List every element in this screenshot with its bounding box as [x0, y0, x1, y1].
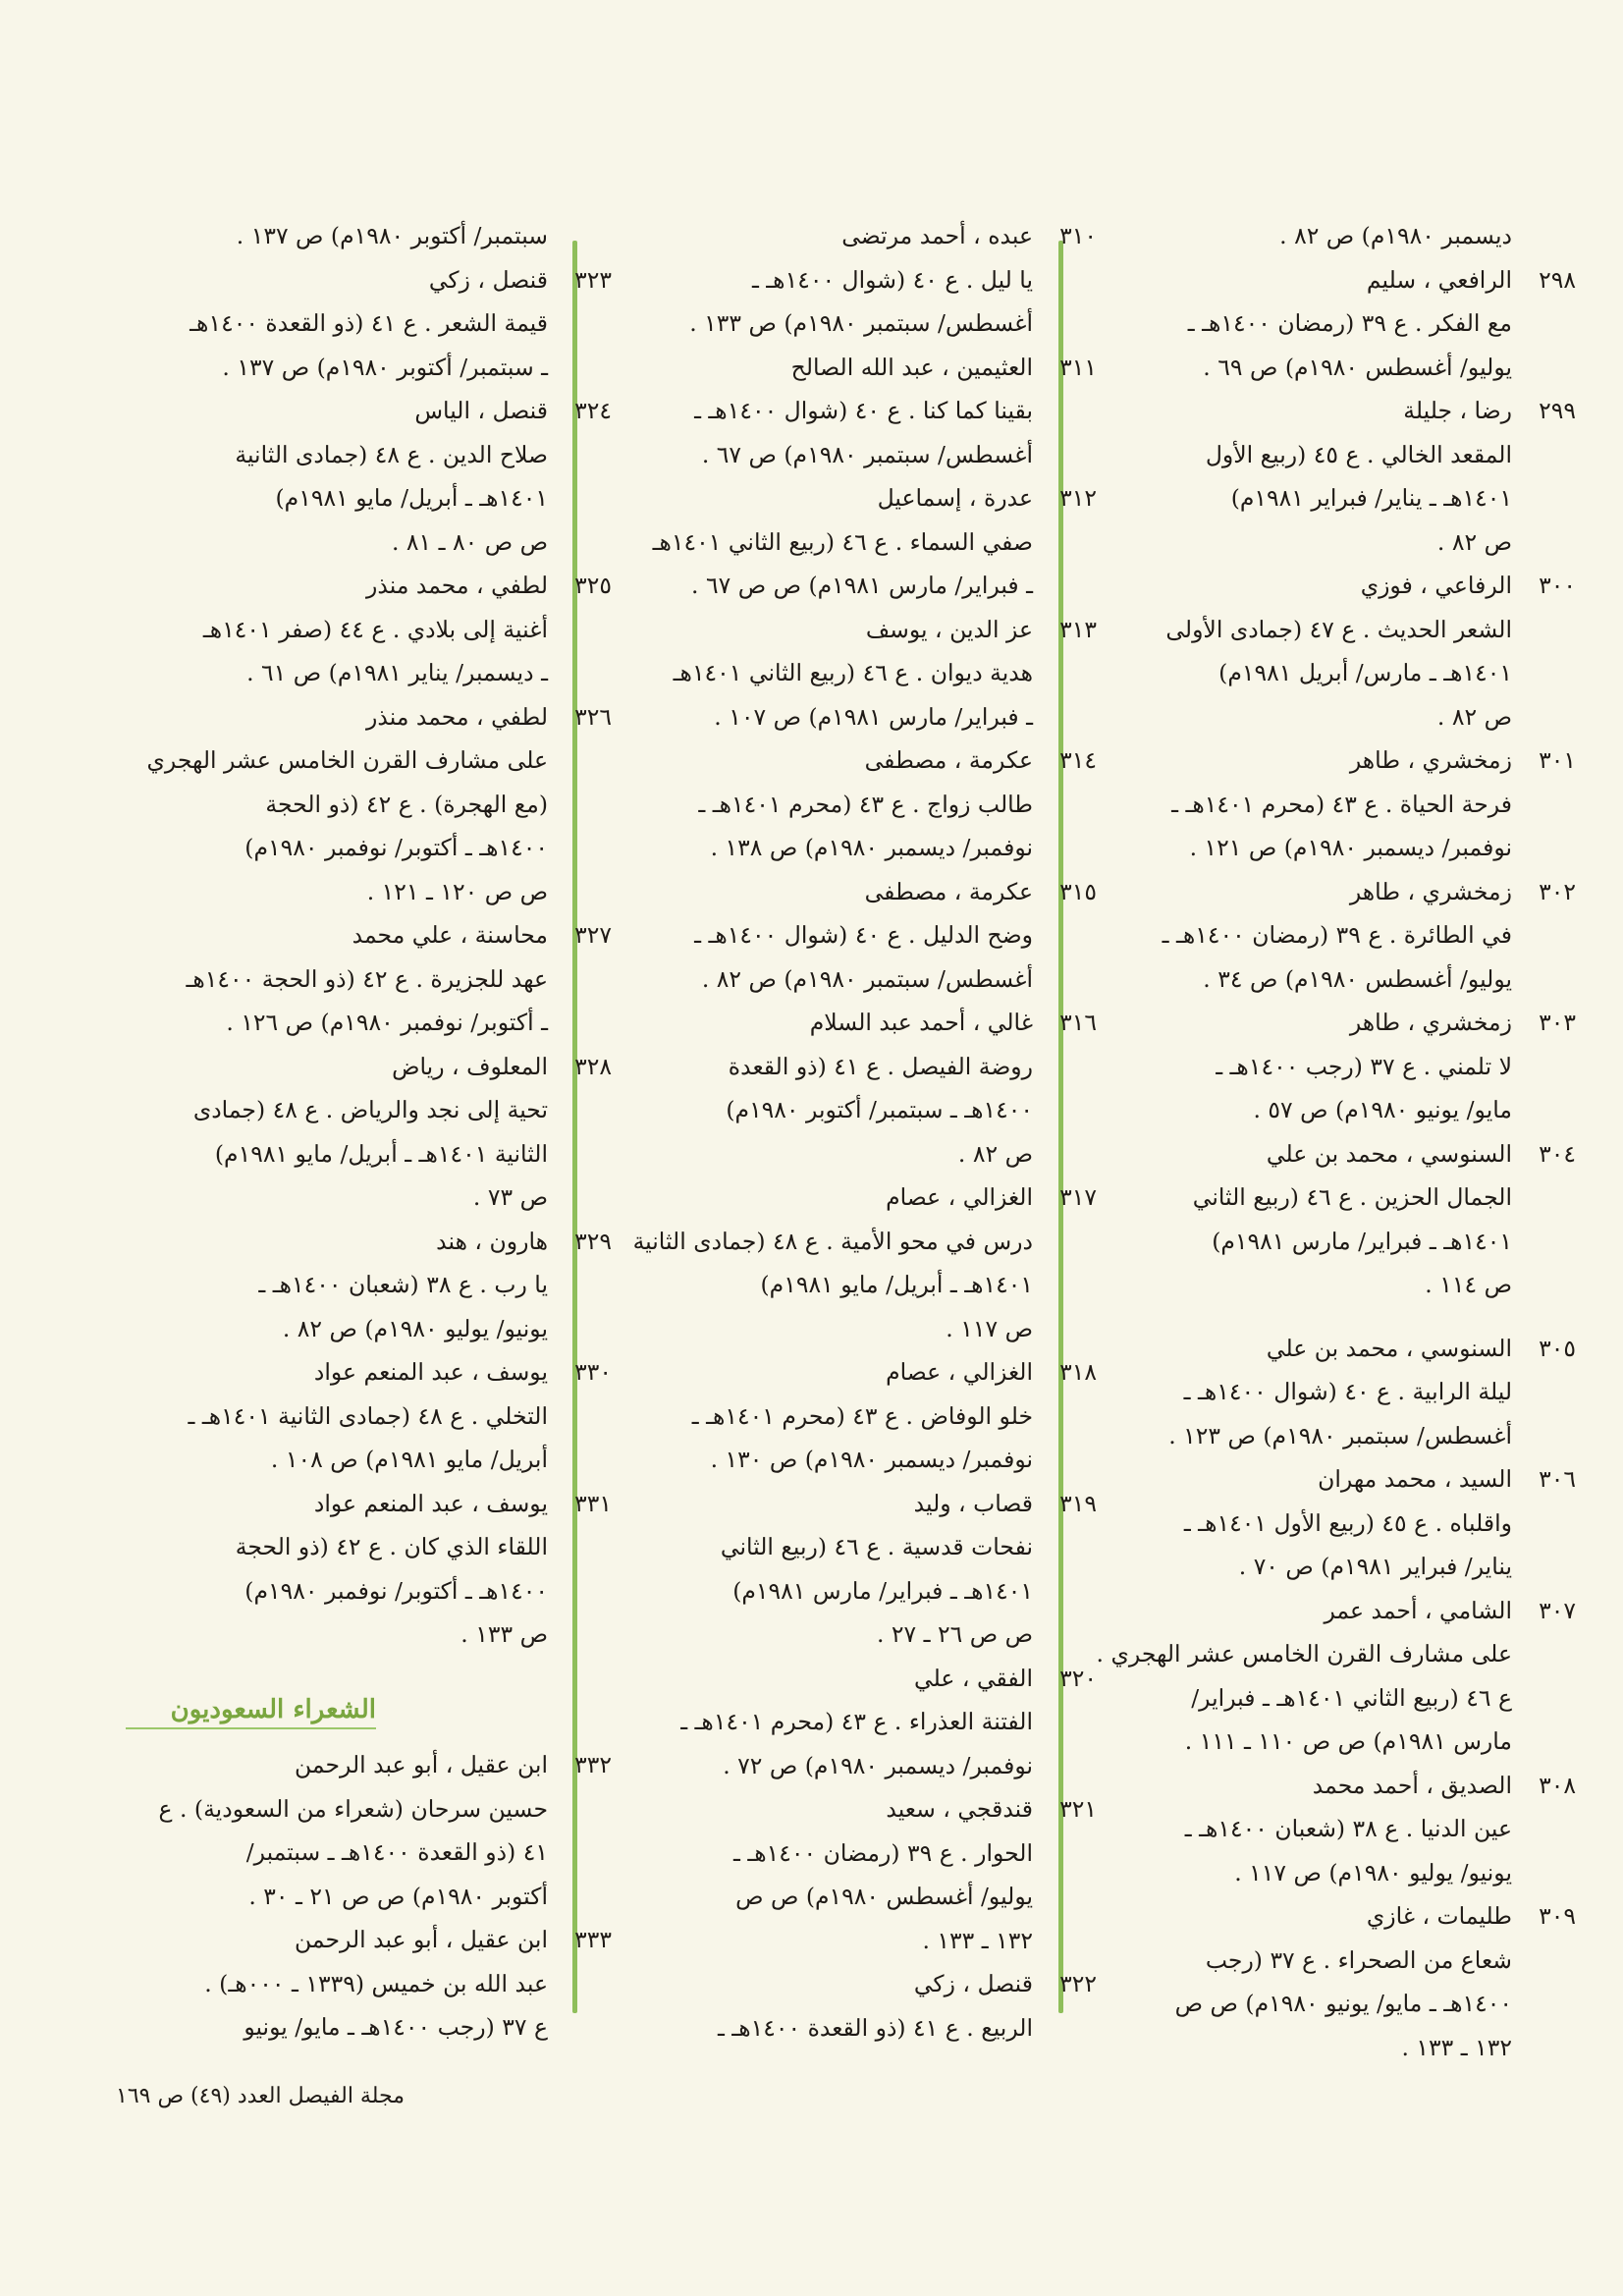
entry-citation-line: ١٤٠١هـ ـ أبريل/ مايو ١٩٨١م)	[275, 484, 548, 512]
index-entry	[1080, 1764, 1576, 1895]
entry-citation-line: ص ٨٢ .	[1436, 702, 1512, 731]
entry-number: ٣١٣	[1059, 615, 1097, 643]
entry-number: ٣٣١	[574, 1489, 612, 1517]
index-entry	[1080, 870, 1576, 1002]
entry-number: ٣٠٧	[1539, 1596, 1576, 1624]
entry-citation-line: ١٤٠٠هـ ـ أكتوبر/ نوفمبر ١٩٨٠م)	[244, 1576, 548, 1605]
entry-author: لطفي ، محمد منذر	[366, 702, 548, 731]
entry-number: ٣٢٧	[574, 921, 612, 949]
entry-citation-line: ١٤٠٠هـ ـ أكتوبر/ نوفمبر ١٩٨٠م)	[244, 834, 548, 861]
entry-citation-line: ١٤٠١هـ ـ أبريل/ مايو ١٩٨١م)	[760, 1271, 1033, 1298]
index-entry	[601, 214, 1097, 346]
entry-number: ٣٠٩	[1539, 1902, 1576, 1930]
entry-citation-line: أغسطس/ سبتمبر ١٩٨٠م) ص ١٢٣ .	[1168, 1421, 1512, 1449]
entry-author: السنوسي ، محمد بن علي	[1266, 1334, 1512, 1362]
entry-author: رضا ، جليلة	[1403, 397, 1512, 424]
index-entry	[601, 476, 1097, 608]
entry-author: زمخشري ، طاهر	[1349, 746, 1512, 774]
entry-citation-line: ١٣٢ ـ ١٣٣ .	[922, 1926, 1033, 1954]
entry-citation-line: ديسمبر ١٩٨٠م) ص ٨٢ .	[1279, 222, 1512, 249]
index-entry	[601, 1657, 1097, 1788]
entry-number: ٣١٢	[1059, 484, 1097, 512]
entry-author: الرافعي ، سليم	[1366, 265, 1512, 294]
index-entry	[116, 1220, 612, 1351]
entry-citation-line: حسين سرحان (شعراء من السعودية) . ع	[158, 1794, 548, 1823]
entry-author: الغزالي ، عصام	[886, 1358, 1033, 1386]
entry-number: ٣٣٣	[574, 1926, 612, 1953]
entry-citation-line: ع ٣٧ (رجب ١٤٠٠هـ ـ مايو/ يونيو	[243, 2013, 548, 2041]
page-footer: مجلة الفيصل العدد (٤٩) ص ١٦٩	[116, 2084, 405, 2108]
left-column-top	[116, 214, 612, 1657]
entry-citation-line: لا تلمني . ع ٣٧ (رجب ١٤٠٠هـ ـ	[1216, 1052, 1512, 1080]
entry-citation-line: صفي السماء . ع ٤٦ (ربيع الثاني ١٤٠١هـ	[652, 527, 1033, 556]
entry-citation-line: ليلة الرابية . ع ٤٠ (شوال ١٤٠٠هـ ـ	[1183, 1378, 1512, 1405]
entry-citation-line: يونيو/ يوليو ١٩٨٠م) ص ١١٧ .	[1234, 1858, 1512, 1886]
entry-spacer	[1080, 1307, 1512, 1327]
entry-author: غالي ، أحمد عبد السلام	[809, 1009, 1033, 1036]
entry-author: قنصل ، الياس	[414, 397, 548, 424]
entry-citation-line: ـ فبراير/ مارس ١٩٨١م) ص ١٠٧ .	[714, 702, 1033, 731]
entry-citation-line: يوليو/ أغسطس ١٩٨٠م) ص ص	[735, 1883, 1033, 1910]
entry-number: ٣٠٣	[1539, 1009, 1576, 1036]
index-entry	[116, 1045, 612, 1220]
entry-citation-line: مايو/ يونيو ١٩٨٠م) ص ٥٧ .	[1253, 1096, 1512, 1123]
index-entry	[1080, 389, 1576, 564]
entry-citation-line: عين الدنيا . ع ٣٨ (شعبان ١٤٠٠هـ ـ	[1184, 1815, 1512, 1842]
entry-number: ٣٣٢	[574, 1751, 612, 1778]
entry-citation-line: ١٤٠١هـ ـ فبراير/ مارس ١٩٨١م)	[1212, 1227, 1512, 1255]
index-entry	[116, 1350, 612, 1482]
entry-citation-line: سبتمبر/ أكتوبر ١٩٨٠م) ص ١٣٧ .	[236, 222, 548, 249]
entry-citation-line: ص ٧٣ .	[472, 1183, 548, 1211]
entry-number: ٣١١	[1059, 353, 1097, 381]
entry-citation-line: الحوار . ع ٣٩ (رمضان ١٤٠٠هـ ـ	[732, 1838, 1033, 1867]
entry-citation-line: ١٤٠١هـ ـ يناير/ فبراير ١٩٨١م)	[1230, 484, 1512, 512]
entry-citation-line: أغنية إلى بلادي . ع ٤٤ (صفر ١٤٠١هـ	[202, 615, 548, 643]
entry-author: طليمات ، غازي	[1366, 1902, 1512, 1930]
entry-citation-line: ص ٨٢ .	[1436, 527, 1512, 556]
entry-citation-line: (مع الهجرة) . ع ٤٢ (ذو الحجة	[265, 790, 548, 818]
entry-author: محاسنة ، علي محمد	[352, 921, 548, 949]
entry-citation-line: في الطائرة . ع ٣٩ (رمضان ١٤٠٠هـ ـ	[1162, 921, 1512, 949]
entry-author: لطفي ، محمد منذر	[366, 572, 548, 599]
entry-citation-line: يا رب . ع ٣٨ (شعبان ١٤٠٠هـ ـ	[258, 1271, 548, 1298]
entry-citation-line: ١٤٠١هـ ـ مارس/ أبريل ١٩٨١م)	[1218, 659, 1512, 686]
entry-number: ٣٠٨	[1539, 1771, 1576, 1799]
entry-author: زمخشري ، طاهر	[1349, 1009, 1512, 1036]
entry-citation-line: ص ١٣٣ .	[460, 1620, 548, 1648]
entry-citation-line: هدية ديوان . ع ٤٦ (ربيع الثاني ١٤٠١هـ	[673, 659, 1033, 686]
entry-citation-line: روضة الفيصل . ع ٤١ (ذو القعدة	[728, 1052, 1033, 1080]
entry-author: الفقي ، علي	[914, 1664, 1033, 1692]
index-entry	[601, 1001, 1097, 1175]
entry-citation-line: الفتنة العذراء . ع ٤٣ (محرم ١٤٠١هـ ـ	[680, 1708, 1033, 1735]
index-entry	[116, 564, 612, 695]
index-entry	[116, 913, 612, 1045]
entry-citation-line: تحية إلى نجد والرياض . ع ٤٨ (جمادى	[192, 1096, 548, 1123]
entry-citation-line: ص ٨٢ .	[957, 1139, 1033, 1168]
entry-citation-line: أغسطس/ سبتمبر ١٩٨٠م) ص ٨٢ .	[701, 964, 1033, 993]
left-column	[116, 214, 612, 2050]
entry-citation-line: ص ص ١٢٠ ـ ١٢١ .	[366, 877, 548, 905]
entry-author: عز الدين ، يوسف	[865, 615, 1033, 643]
entry-citation-line: طالب زواج . ع ٤٣ (محرم ١٤٠١هـ ـ	[698, 790, 1033, 818]
entry-number: ٣١٨	[1059, 1358, 1097, 1386]
middle-column	[601, 214, 1097, 2050]
entry-citation-line: عهد للجزيرة . ع ٤٢ (ذو الحجة ١٤٠٠هـ	[186, 964, 548, 993]
entry-citation-line: نوفمبر/ ديسمبر ١٩٨٠م) ص ٧٢ .	[723, 1751, 1033, 1779]
index-entry	[116, 389, 612, 564]
entry-citation-line: أبريل/ مايو ١٩٨١م) ص ١٠٨ .	[270, 1446, 548, 1473]
entry-citation-line: ـ فبراير/ مارس ١٩٨١م) ص ص ٦٧ .	[691, 572, 1033, 599]
entry-author: عبده ، أحمد مرتضى	[841, 222, 1033, 249]
index-entry	[1080, 1132, 1576, 1307]
entry-number: ٣٢٩	[574, 1227, 612, 1255]
index-entry	[601, 608, 1097, 739]
entry-citation-line: ص ص ٢٦ ـ ٢٧ .	[876, 1620, 1033, 1648]
entry-citation-line: ١٤٠٠هـ ـ سبتمبر/ أكتوبر ١٩٨٠م)	[726, 1096, 1033, 1123]
entry-number: ٣١٠	[1059, 222, 1097, 249]
entry-citation-line: شعاع من الصحراء . ع ٣٧ (رجب	[1205, 1945, 1512, 1974]
entry-citation-line: ص ١١٤ .	[1425, 1271, 1512, 1298]
index-entry	[601, 1350, 1097, 1482]
entry-citation-line: نوفمبر/ ديسمبر ١٩٨٠م) ص ١٣٨ .	[710, 834, 1033, 861]
entry-citation-line: ٤١ (ذو القعدة ١٤٠٠هـ ـ سبتمبر/	[245, 1838, 548, 1866]
entry-author: السنوسي ، محمد بن علي	[1266, 1139, 1512, 1168]
entry-number: ٣٠٠	[1539, 572, 1576, 599]
entry-author: قنصل ، زكي	[913, 1970, 1033, 1997]
entry-author: زمخشري ، طاهر	[1349, 877, 1512, 905]
entry-author: الصديق ، أحمد محمد	[1312, 1771, 1512, 1799]
right-column	[1080, 214, 1576, 2069]
entry-author: ابن عقيل ، أبو عبد الرحمن	[294, 1751, 548, 1778]
entry-citation-line: يا ليل . ع ٤٠ (شوال ١٤٠٠هـ ـ	[751, 265, 1033, 294]
entry-citation-line: ـ ديسمبر/ يناير ١٩٨١م) ص ٦١ .	[246, 659, 548, 686]
entry-author: يوسف ، عبد المنعم عواد	[313, 1489, 548, 1517]
entry-citation-line: يونيو/ يوليو ١٩٨٠م) ص ٨٢ .	[282, 1314, 548, 1342]
entry-author: عكرمة ، مصطفى	[864, 746, 1033, 774]
entry-citation-line: أغسطس/ سبتمبر ١٩٨٠م) ص ٦٧ .	[701, 440, 1033, 468]
entry-citation-line: ١٤٠١هـ ـ فبراير/ مارس ١٩٨١م)	[732, 1576, 1033, 1605]
entry-citation-line: المقعد الخالي . ع ٤٥ (ربيع الأول	[1205, 440, 1512, 468]
entry-author: العثيمين ، عبد الله الصالح	[790, 353, 1033, 381]
entry-continuation	[116, 214, 548, 258]
entry-number: ٣٢٠	[1059, 1664, 1097, 1692]
entry-number: ٢٩٩	[1539, 397, 1576, 424]
index-entry	[116, 1918, 612, 2050]
index-entry	[1080, 258, 1576, 390]
entry-author: المعلوف ، رياض	[392, 1052, 548, 1080]
section-title: الشعراء السعوديون	[116, 1688, 376, 1732]
entry-author: الغزالي ، عصام	[886, 1183, 1033, 1211]
index-entry	[1080, 1589, 1576, 1764]
entry-citation-line: صلاح الدين . ع ٤٨ (جمادى الثانية	[235, 440, 548, 468]
entry-author: قندقجي ، سعيد	[886, 1795, 1033, 1823]
entry-citation-line: ـ أكتوبر/ نوفمبر ١٩٨٠م) ص ١٢٦ .	[226, 1009, 548, 1036]
entry-citation-line: بقينا كما كنا . ع ٤٠ (شوال ١٤٠٠هـ ـ	[694, 397, 1033, 424]
entry-citation-line: مارس ١٩٨١م) ص ص ١١٠ ـ ١١١ .	[1184, 1727, 1512, 1755]
index-entry	[601, 1482, 1097, 1657]
entry-citation-line: يوليو/ أغسطس ١٩٨٠م) ص ٣٤ .	[1203, 964, 1512, 993]
entry-number: ٣٠١	[1539, 746, 1576, 774]
entry-citation-line: يناير/ فبراير ١٩٨١م) ص ٧٠ .	[1238, 1553, 1512, 1580]
index-entry	[1080, 1327, 1576, 1458]
entry-number: ٢٩٨	[1539, 265, 1576, 294]
entry-citation-line: الثانية ١٤٠١هـ ـ أبريل/ مايو ١٩٨١م)	[214, 1139, 548, 1168]
entry-number: ٣٠٦	[1539, 1465, 1576, 1493]
entry-number: ٣٠٤	[1539, 1139, 1576, 1168]
entry-continuation	[1080, 214, 1512, 258]
entry-citation-line: مع الفكر . ع ٣٩ (رمضان ١٤٠٠هـ ـ	[1187, 309, 1512, 337]
entry-citation-line: نفحات قدسية . ع ٤٦ (ربيع الثاني	[720, 1533, 1033, 1560]
entry-number: ٣٢٨	[574, 1052, 612, 1080]
index-entry	[116, 1743, 612, 1918]
entry-author: قصاب ، وليد	[913, 1489, 1033, 1517]
entry-author: الشامي ، أحمد عمر	[1324, 1596, 1512, 1624]
index-entry	[1080, 1001, 1576, 1132]
entry-author: هارون ، هند	[436, 1227, 548, 1255]
index-entry	[601, 870, 1097, 1002]
entry-citation-line: ص ص ٨٠ ـ ٨١ .	[391, 527, 548, 556]
index-entry	[116, 258, 612, 390]
entry-author: السيد ، محمد مهران	[1318, 1465, 1512, 1493]
entry-number: ٣٣٠	[574, 1358, 612, 1386]
entry-number: ٣٢٣	[574, 265, 612, 294]
entry-citation-line: يوليو/ أغسطس ١٩٨٠م) ص ٦٩ .	[1203, 353, 1512, 381]
index-entry	[601, 1962, 1097, 2050]
entry-number: ٣٢٢	[1059, 1970, 1097, 1997]
entry-author: قنصل ، زكي	[428, 265, 548, 294]
entry-citation-line: الشعر الحديث . ع ٤٧ (جمادى الأولى	[1165, 615, 1512, 643]
index-entry	[1080, 1457, 1576, 1589]
index-entry	[601, 346, 1097, 477]
entry-citation-line: فرحة الحياة . ع ٤٣ (محرم ١٤٠١هـ ـ	[1171, 790, 1512, 818]
entry-citation-line: التخلي . ع ٤٨ (جمادى الثانية ١٤٠١هـ ـ	[188, 1401, 548, 1430]
index-entry	[601, 1787, 1097, 1962]
entry-author: عدرة ، إسماعيل	[877, 484, 1033, 512]
entry-number: ٣١٤	[1059, 746, 1097, 774]
index-entry	[116, 1482, 612, 1657]
entry-citation-line: وضح الدليل . ع ٤٠ (شوال ١٤٠٠هـ ـ	[694, 921, 1033, 949]
entry-citation-line: درس في محو الأمية . ع ٤٨ (جمادى الثانية	[632, 1227, 1033, 1255]
entry-citation-line: ع ٤٦ (ربيع الثاني ١٤٠١هـ ـ فبراير/	[1191, 1683, 1512, 1712]
index-entry	[601, 738, 1097, 870]
entry-number: ٣٢٦	[574, 702, 612, 731]
entry-citation-line: ١٣٢ ـ ١٣٣ .	[1401, 2033, 1512, 2061]
index-entry	[601, 1175, 1097, 1350]
entry-author: الرفاعي ، فوزي	[1360, 572, 1512, 599]
entry-citation-line: أكتوبر ١٩٨٠م) ص ص ٢١ ـ ٣٠ .	[248, 1882, 548, 1910]
entry-number: ٣٢١	[1059, 1795, 1097, 1823]
entry-number: ٣٢٤	[574, 397, 612, 424]
entry-number: ٣١٦	[1059, 1009, 1097, 1036]
entry-citation-line: أغسطس/ سبتمبر ١٩٨٠م) ص ١٣٣ .	[689, 309, 1033, 337]
entry-author: يوسف ، عبد المنعم عواد	[313, 1358, 548, 1386]
entry-citation-line: خلو الوفاض . ع ٤٣ (محرم ١٤٠١هـ ـ	[691, 1401, 1033, 1430]
entry-citation-line: قيمة الشعر . ع ٤١ (ذو القعدة ١٤٠٠هـ	[189, 309, 548, 337]
entry-number: ٣٠٢	[1539, 877, 1576, 905]
entry-citation-line: الجمال الحزين . ع ٤٦ (ربيع الثاني	[1192, 1183, 1512, 1211]
entry-citation-line: اللقاء الذي كان . ع ٤٢ (ذو الحجة	[235, 1533, 548, 1560]
index-entry	[1080, 738, 1576, 870]
entry-citation-line: نوفمبر/ ديسمبر ١٩٨٠م) ص ١٢١ .	[1189, 834, 1512, 861]
entry-citation-line: عبد الله بن خميس (١٣٣٩ ـ ٠٠٠هـ) .	[204, 1969, 548, 1997]
index-entry	[1080, 564, 1576, 738]
left-column-bottom	[116, 1743, 612, 2050]
index-entry	[116, 695, 612, 914]
entry-citation-line: ص ١١٧ .	[946, 1314, 1033, 1342]
entry-number: ٣١٧	[1059, 1183, 1097, 1211]
index-entry	[1080, 1894, 1576, 2069]
entry-author: ابن عقيل ، أبو عبد الرحمن	[294, 1926, 548, 1953]
entry-citation-line: نوفمبر/ ديسمبر ١٩٨٠م) ص ١٣٠ .	[710, 1446, 1033, 1473]
entry-number: ٣١٥	[1059, 877, 1097, 905]
entry-citation-line: على مشارف القرن الخامس عشر الهجري .	[1096, 1640, 1512, 1667]
entry-citation-line: ١٤٠٠هـ ـ مايو/ يونيو ١٩٨٠م) ص ص	[1174, 1990, 1512, 2017]
entry-number: ٣٠٥	[1539, 1334, 1576, 1362]
entry-citation-line: الربيع . ع ٤١ (ذو القعدة ١٤٠٠هـ ـ	[717, 2013, 1033, 2042]
entry-author: عكرمة ، مصطفى	[864, 877, 1033, 905]
entry-number: ٣١٩	[1059, 1489, 1097, 1517]
entry-number: ٣٢٥	[574, 572, 612, 599]
entry-citation-line: واقلباه . ع ٤٥ (ربيع الأول ١٤٠١هـ ـ	[1183, 1508, 1512, 1537]
entry-citation-line: على مشارف القرن الخامس عشر الهجري	[146, 746, 548, 774]
entry-citation-line: ـ سبتمبر/ أكتوبر ١٩٨٠م) ص ١٣٧ .	[222, 353, 548, 381]
